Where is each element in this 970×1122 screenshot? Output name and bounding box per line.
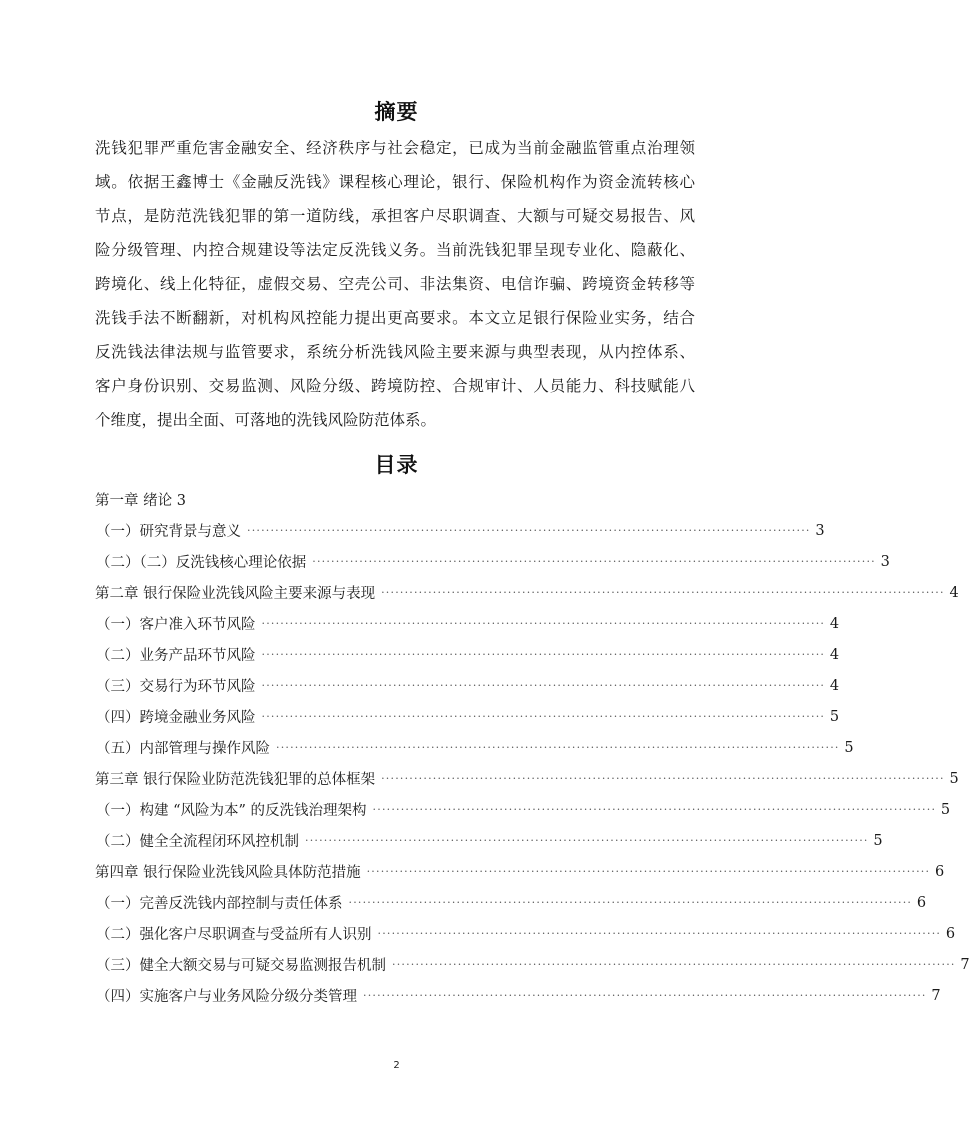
abstract-line: 洗钱手法不断翻新，对机构风控能力提出更高要求。本文立足银行保险业实务，结合 xyxy=(95,309,695,327)
abstract-line: 个维度，提出全面、可落地的洗钱风险防范体系。 xyxy=(95,411,437,429)
abstract-line: 节点，是防范洗钱犯罪的第一道防线，承担客户尽职调查、大额与可疑交易报告、风 xyxy=(95,207,695,225)
toc-leader-dots: ························································································································ xyxy=(305,834,869,847)
toc-section-entry[interactable] xyxy=(95,732,854,763)
toc-section-entry[interactable] xyxy=(95,918,956,949)
toc-entry-label: （二）强化客户尽职调查与受益所有人识别 xyxy=(96,927,372,943)
toc-page-number: 6 xyxy=(916,894,927,911)
toc-entry-label: （二）健全全流程闭环风控机制 xyxy=(96,834,299,850)
toc-section-entry[interactable] xyxy=(95,608,840,639)
toc-entry-label: （一）完善反洗钱内部控制与责任体系 xyxy=(96,896,343,912)
toc-leader-dots: ························································································································ xyxy=(381,772,945,785)
toc-entry-label: （一）研究背景与意义 xyxy=(96,524,241,540)
toc-page-number: 5 xyxy=(949,770,959,787)
toc-leader-dots: ························································································································ xyxy=(247,524,811,537)
toc-page-number: 4 xyxy=(829,615,840,632)
toc-page-number: 3 xyxy=(880,553,890,570)
table-of-contents xyxy=(95,484,970,1011)
abstract-line: 跨境化、线上化特征，虚假交易、空壳公司、非法集资、电信诈骗、跨境资金转移等 xyxy=(95,275,695,293)
toc-leader-dots: ························································································································ xyxy=(392,958,956,971)
toc-section-entry[interactable] xyxy=(95,701,840,732)
toc-page-number: 7 xyxy=(960,956,970,973)
toc-entry-label: （四）跨境金融业务风险 xyxy=(96,710,256,726)
abstract-line: 域。依据王鑫博士《金融反洗钱》课程核心理论，银行、保险机构作为资金流转核心 xyxy=(95,173,695,191)
toc-page-number: 6 xyxy=(945,925,956,942)
toc-section-entry[interactable] xyxy=(95,980,941,1011)
toc-entry-label: 第一章 绪论 3 xyxy=(95,493,186,509)
toc-page-number: 5 xyxy=(844,739,854,756)
abstract-line: 反洗钱法律法规与监管要求，系统分析洗钱风险主要来源与典型表现，从内控体系、 xyxy=(95,343,695,361)
toc-section-entry[interactable] xyxy=(95,794,951,825)
toc-page-number: 6 xyxy=(934,863,945,880)
toc-leader-dots: ························································································································ xyxy=(261,710,826,723)
page-number: 2 xyxy=(393,1060,400,1071)
toc-chapter-entry[interactable] xyxy=(95,484,628,515)
abstract-body xyxy=(95,131,695,437)
toc-page-number: 4 xyxy=(949,584,959,601)
abstract-line: 险分级管理、内控合规建设等法定反洗钱义务。当前洗钱犯罪呈现专业化、隐蔽化、 xyxy=(95,241,695,259)
toc-entry-label: （四）实施客户与业务风险分级分类管理 xyxy=(96,989,357,1005)
toc-entry-label: （五）内部管理与操作风险 xyxy=(96,741,270,757)
toc-leader-dots: ························································································································ xyxy=(363,989,927,1002)
toc-leader-dots: ························································································································ xyxy=(261,617,826,630)
toc-page-number: 5 xyxy=(873,832,883,849)
toc-page-number: 4 xyxy=(829,646,840,663)
toc-leader-dots: ························································································································ xyxy=(372,803,937,816)
toc-entry-label: （二）业务产品环节风险 xyxy=(96,648,256,664)
toc-page-number: 3 xyxy=(815,522,825,539)
toc-entry-label: 第二章 银行保险业洗钱风险主要来源与表现 xyxy=(95,586,376,602)
toc-page-number: 5 xyxy=(940,801,951,818)
toc-entry-label: （一）客户准入环节风险 xyxy=(96,617,256,633)
toc-leader-dots: ························································································································ xyxy=(348,896,913,909)
toc-entry-label: （三）健全大额交易与可疑交易监测报告机制 xyxy=(96,958,386,974)
toc-section-entry[interactable] xyxy=(95,546,890,577)
toc-page-number: 7 xyxy=(931,987,941,1004)
toc-leader-dots: ························································································································ xyxy=(381,586,945,599)
toc-leader-dots: ························································································································ xyxy=(261,679,826,692)
toc-section-entry[interactable] xyxy=(95,887,927,918)
toc-chapter-entry[interactable] xyxy=(95,856,945,887)
toc-section-entry[interactable] xyxy=(95,825,883,856)
toc-entry-label: 第三章 银行保险业防范洗钱犯罪的总体框架 xyxy=(95,772,376,788)
toc-leader-dots: ························································································································ xyxy=(377,927,942,940)
toc-page-number: 4 xyxy=(829,677,840,694)
toc-section-entry[interactable] xyxy=(95,949,970,980)
toc-leader-dots: ························································································································ xyxy=(366,865,931,878)
toc-section-entry[interactable] xyxy=(95,639,840,670)
toc-heading: 目录 xyxy=(374,453,419,477)
toc-entry-label: 第四章 银行保险业洗钱风险具体防范措施 xyxy=(95,865,361,881)
toc-leader-dots: ························································································································ xyxy=(261,648,826,661)
toc-leader-dots: ························································································································ xyxy=(276,741,840,754)
abstract-line: 客户身份识别、交易监测、风险分级、跨境防控、合规审计、人员能力、科技赋能八 xyxy=(95,377,695,395)
toc-leader-dots: ························································································································ xyxy=(312,555,876,568)
abstract-line: 洗钱犯罪严重危害金融安全、经济秩序与社会稳定，已成为当前金融监管重点治理领 xyxy=(95,139,695,157)
toc-page-number: 5 xyxy=(829,708,840,725)
abstract-heading: 摘要 xyxy=(374,100,419,124)
toc-chapter-entry[interactable] xyxy=(95,763,959,794)
toc-entry-label: （一）构建 “风险为本” 的反洗钱治理架构 xyxy=(96,803,367,819)
toc-section-entry[interactable] xyxy=(95,670,840,701)
toc-chapter-entry[interactable] xyxy=(95,577,959,608)
toc-entry-label: （二）（二）反洗钱核心理论依据 xyxy=(96,555,307,571)
toc-entry-label: （三）交易行为环节风险 xyxy=(96,679,256,695)
toc-section-entry[interactable] xyxy=(95,515,825,546)
